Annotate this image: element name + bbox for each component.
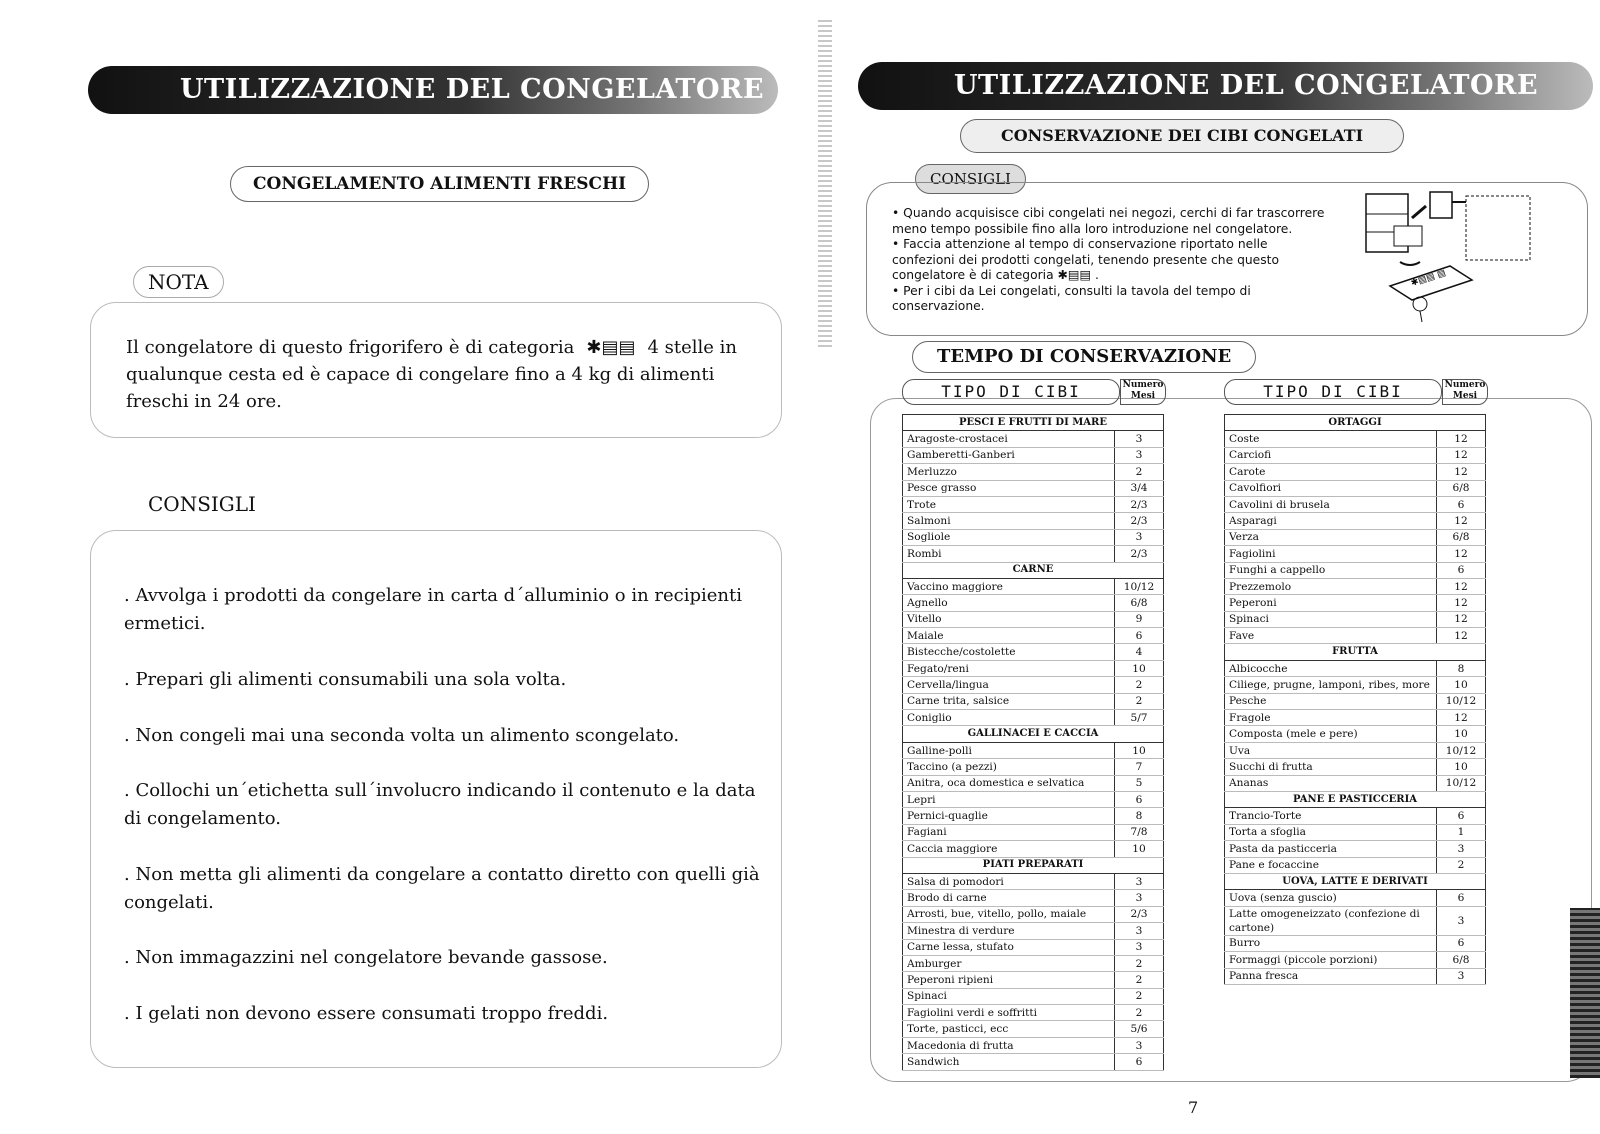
food-name: Fagiolini [1225,546,1437,562]
months-value: 10 [1115,841,1164,857]
food-name: Vitello [903,611,1115,627]
months-value: 6 [1437,562,1486,578]
months-value: 2 [1115,1005,1164,1021]
food-name: Ananas [1225,775,1437,791]
food-name: Agnello [903,595,1115,611]
months-value: 6/8 [1437,480,1486,496]
food-name: Spinaci [1225,611,1437,627]
tip-3: • Per i cibi da Lei congelati, consulti la tavola del tempo di conservazione. [892,283,1251,313]
table-row [903,824,1164,840]
table-row [1225,513,1486,529]
advice-item-5: . Non metta gli alimenti da congelare a contatto diretto con quelli già congelati. [124,864,760,913]
table-left-header-food-type: TIPO DI CIBI [902,379,1120,405]
advice-item-7: . I gelati non devono essere consumati troppo freddi. [124,1003,609,1024]
table-right-header-food-type: TIPO DI CIBI [1224,379,1442,405]
months-value: 10 [1437,759,1486,775]
table-row [903,873,1164,889]
months-value: 2/3 [1115,513,1164,529]
food-name: Lepri [903,791,1115,807]
table-row [1225,841,1486,857]
food-name: Carote [1225,464,1437,480]
food-name: Peperoni ripieni [903,972,1115,988]
section-title: UOVA, LATTE E DERIVATI [1225,873,1486,889]
food-name: Latte omogeneizzato (confezione di cartone) [1225,906,1437,935]
months-value: 3 [1115,890,1164,906]
months-value: 2/3 [1115,906,1164,922]
food-name: Prezzemolo [1225,578,1437,594]
table-row [1225,431,1486,447]
food-name: Torta a sfoglia [1225,824,1437,840]
table-section-header [1225,873,1486,889]
months-value: 2 [1115,693,1164,709]
table-section-header [1225,644,1486,660]
months-value: 2 [1115,988,1164,1004]
months-value: 10 [1437,677,1486,693]
food-name: Fagiani [903,824,1115,840]
table-row [903,742,1164,758]
table-section-header [1225,791,1486,807]
months-value: 4 [1115,644,1164,660]
table-row [903,890,1164,906]
food-name: Asparagi [1225,513,1437,529]
food-name: Funghi a cappello [1225,562,1437,578]
table-row [1225,935,1486,951]
months-value: 7/8 [1115,824,1164,840]
food-name: Formaggi (piccole porzioni) [1225,952,1437,968]
food-name: Ciliege, prugne, lamponi, ribes, more [1225,677,1437,693]
section-title: ORTAGGI [1225,415,1486,431]
page-edge-tab [1570,908,1600,1078]
advice-item-6: . Non immagazzini nel congelatore bevande gassose. [124,947,608,968]
food-name: Spinaci [903,988,1115,1004]
months-value: 7 [1115,759,1164,775]
nota-text: Il congelatore di questo frigorifero è di categoria ✱▤▤ 4 stelle in qualunque cesta ed è capace di congelare fino a 4 kg di alimenti freschi in 24 ore. [126,337,738,412]
food-name: Pesche [1225,693,1437,709]
food-name: Carne lessa, stufato [903,939,1115,955]
food-name: Burro [1225,935,1437,951]
food-name: Macedonia di frutta [903,1037,1115,1053]
months-value: 3 [1115,447,1164,463]
food-name: Uova (senza guscio) [1225,890,1437,906]
months-value: 10 [1115,660,1164,676]
table-row [1225,775,1486,791]
table-section-header [903,562,1164,578]
food-name: Fragole [1225,710,1437,726]
months-value: 10 [1115,742,1164,758]
table-row [1225,677,1486,693]
food-name: Composta (mele e pere) [1225,726,1437,742]
table-row [1225,578,1486,594]
right-page-banner: UTILIZZAZIONE DEL CONGELATORE [858,62,1593,110]
months-value: 10/12 [1437,775,1486,791]
table-row [1225,611,1486,627]
months-value: 9 [1115,611,1164,627]
section-title: PESCI E FRUTTI DI MARE [903,415,1164,431]
star-freezer-category-icon: ✱▤▤ [1057,268,1092,282]
tip-1: • Quando acquisisce cibi congelati nei negozi, cerchi di far trascorrere meno tempo possibile fino alla loro introduzione nel congelatore. [892,206,1325,236]
nota-label: NOTA [133,266,224,298]
tips-block [892,206,1332,315]
table-row [1225,759,1486,775]
table-row [903,628,1164,644]
months-value: 12 [1437,628,1486,644]
months-value: 6/8 [1437,952,1486,968]
food-name: Carciofi [1225,447,1437,463]
section-title-frozen-storage: CONSERVAZIONE DEI CIBI CONGELATI [960,119,1404,153]
months-value: 2 [1115,677,1164,693]
months-value: 6 [1115,1054,1164,1070]
storage-time-title: TEMPO DI CONSERVAZIONE [912,341,1256,373]
table-row [903,513,1164,529]
food-name: Fagiolini verdi e soffritti [903,1005,1115,1021]
table-row [903,972,1164,988]
table-right-header-months: Numero Mesi [1442,379,1488,405]
food-name: Verza [1225,529,1437,545]
table-row [1225,480,1486,496]
storage-table-right [1224,414,1486,985]
table-row [1225,660,1486,676]
food-name: Sogliole [903,529,1115,545]
table-row [903,955,1164,971]
food-name: Pernici-quaglie [903,808,1115,824]
table-row [1225,562,1486,578]
table-row [903,496,1164,512]
months-value: 12 [1437,595,1486,611]
table-row [903,923,1164,939]
food-name: Brodo di carne [903,890,1115,906]
food-name: Fave [1225,628,1437,644]
food-name: Gamberetti-Ganberi [903,447,1115,463]
months-value: 2/3 [1115,546,1164,562]
food-name: Minestra di verdure [903,923,1115,939]
months-value: 3 [1437,906,1486,935]
months-value: 10/12 [1437,742,1486,758]
months-value: 12 [1437,464,1486,480]
table-row [903,988,1164,1004]
table-row [1225,595,1486,611]
months-value: 5/7 [1115,710,1164,726]
months-value: 6 [1437,890,1486,906]
months-value: 3 [1115,529,1164,545]
food-name: Cavolfiori [1225,480,1437,496]
table-row [1225,447,1486,463]
page-number: 7 [1188,1098,1199,1117]
months-value: 12 [1437,431,1486,447]
food-name: Sandwich [903,1054,1115,1070]
star-freezer-category-icon: ✱▤▤ [580,337,642,358]
table-section-header [1225,415,1486,431]
months-value: 3 [1437,968,1486,984]
food-name: Pasta da pasticceria [1225,841,1437,857]
table-row [903,1037,1164,1053]
food-name: Taccino (a pezzi) [903,759,1115,775]
food-name: Anitra, oca domestica e selvatica [903,775,1115,791]
table-row [1225,808,1486,824]
months-value: 12 [1437,447,1486,463]
table-row [1225,890,1486,906]
food-name: Salmoni [903,513,1115,529]
table-row [903,1054,1164,1070]
storage-table-left [902,414,1164,1071]
months-value: 6 [1437,496,1486,512]
table-row [1225,546,1486,562]
food-name: Succhi di frutta [1225,759,1437,775]
table-row [1225,464,1486,480]
food-name: Merluzzo [903,464,1115,480]
food-name: Amburger [903,955,1115,971]
freezer-illustration-icon [1360,188,1550,328]
consigli-label-left: CONSIGLI [148,492,256,516]
months-value: 6 [1115,791,1164,807]
section-title: PANE E PASTICCERIA [1225,791,1486,807]
months-value: 6 [1437,808,1486,824]
table-row [1225,693,1486,709]
months-value: 1 [1437,824,1486,840]
table-row [903,611,1164,627]
months-value: 12 [1437,513,1486,529]
table-row [903,529,1164,545]
months-value: 10/12 [1115,578,1164,594]
months-value: 3 [1115,1037,1164,1053]
months-value: 6/8 [1115,595,1164,611]
food-name: Pesce grasso [903,480,1115,496]
left-page-banner: UTILIZZAZIONE DEL CONGELATORE [88,66,778,114]
food-name: Pane e focaccine [1225,857,1437,873]
months-value: 3 [1115,939,1164,955]
months-value: 2 [1115,972,1164,988]
consigli-label-right: CONSIGLI [915,164,1026,194]
months-value: 3/4 [1115,480,1164,496]
months-value: 6 [1115,628,1164,644]
months-value: 2 [1437,857,1486,873]
table-row [903,1005,1164,1021]
food-name: Coniglio [903,710,1115,726]
table-row [1225,742,1486,758]
months-value: 10/12 [1437,693,1486,709]
months-value: 2 [1115,464,1164,480]
food-name: Albicocche [1225,660,1437,676]
food-name: Fegato/reni [903,660,1115,676]
months-value: 2 [1115,955,1164,971]
table-row [1225,857,1486,873]
months-value: 12 [1437,710,1486,726]
table-row [1225,952,1486,968]
table-row [903,710,1164,726]
table-row [903,431,1164,447]
table-row [1225,824,1486,840]
table-row [903,759,1164,775]
table-row [1225,529,1486,545]
food-name: Panna fresca [1225,968,1437,984]
months-value: 5/6 [1115,1021,1164,1037]
advice-item-3: . Non congeli mai una seconda volta un alimento scongelato. [124,725,680,746]
months-value: 6 [1437,935,1486,951]
months-value: 5 [1115,775,1164,791]
table-row [1225,628,1486,644]
months-value: 12 [1437,611,1486,627]
food-name: Trote [903,496,1115,512]
months-value: 3 [1115,431,1164,447]
food-name: Carne trita, salsice [903,693,1115,709]
advice-item-1: . Avvolga i prodotti da congelare in carta d´alluminio o in recipienti ermetici. [124,585,743,634]
table-section-header [903,726,1164,742]
advice-item-2: . Prepari gli alimenti consumabili una sola volta. [124,669,567,690]
section-title: GALLINACEI E CACCIA [903,726,1164,742]
section-title: PIATI PREPARATI [903,857,1164,873]
food-name: Arrosti, bue, vitello, pollo, maiale [903,906,1115,922]
food-name: Bistecche/costolette [903,644,1115,660]
table-row [903,841,1164,857]
food-name: Coste [1225,431,1437,447]
table-row [1225,726,1486,742]
months-value: 3 [1115,923,1164,939]
table-row [903,546,1164,562]
food-name: Maiale [903,628,1115,644]
section-title: FRUTTA [1225,644,1486,660]
months-value: 6/8 [1437,529,1486,545]
food-name: Salsa di pomodori [903,873,1115,889]
table-row [903,644,1164,660]
right-page [820,0,1600,1134]
table-row [903,447,1164,463]
table-row [903,808,1164,824]
table-section-header [903,857,1164,873]
table-row [903,693,1164,709]
table-row [903,677,1164,693]
table-row [903,775,1164,791]
table-row [903,906,1164,922]
table-row [903,595,1164,611]
table-row [1225,968,1486,984]
table-row [903,939,1164,955]
months-value: 10 [1437,726,1486,742]
section-title-fresh-freezing: CONGELAMENTO ALIMENTI FRESCHI [230,166,649,202]
table-row [903,791,1164,807]
svg-text:✱▤▤ ▤: ✱▤▤ ▤ [1409,268,1448,289]
food-name: Torte, pasticci, ecc [903,1021,1115,1037]
months-value: 3 [1115,873,1164,889]
table-row [903,660,1164,676]
months-value: 8 [1437,660,1486,676]
table-row [1225,710,1486,726]
table-row [903,480,1164,496]
table-section-header [903,415,1164,431]
months-value: 12 [1437,546,1486,562]
table-row [903,578,1164,594]
months-value: 12 [1437,578,1486,594]
months-value: 3 [1437,841,1486,857]
months-value: 2/3 [1115,496,1164,512]
food-name: Trancio-Torte [1225,808,1437,824]
advice-item-4: . Collochi un´etichetta sull´involucro indicando il contenuto e la data di congelamento. [124,780,756,829]
food-name: Rombi [903,546,1115,562]
food-name: Galline-polli [903,742,1115,758]
table-row [903,1021,1164,1037]
food-name: Vaccino maggiore [903,578,1115,594]
food-name: Cavolini di brusela [1225,496,1437,512]
food-name: Uva [1225,742,1437,758]
food-name: Peperoni [1225,595,1437,611]
table-row [1225,496,1486,512]
table-row [1225,906,1486,935]
months-value: 8 [1115,808,1164,824]
table-row [903,464,1164,480]
tip-2: • Faccia attenzione al tempo di conservazione riportato nelle confezioni dei prodotti congelati, tenendo presente che questo congelatore è di categoria ✱▤▤ . [892,237,1279,282]
table-left-header-months: Numero Mesi [1120,379,1166,405]
section-title: CARNE [903,562,1164,578]
food-name: Aragoste-crostacei [903,431,1115,447]
food-name: Caccia maggiore [903,841,1115,857]
food-name: Cervella/lingua [903,677,1115,693]
